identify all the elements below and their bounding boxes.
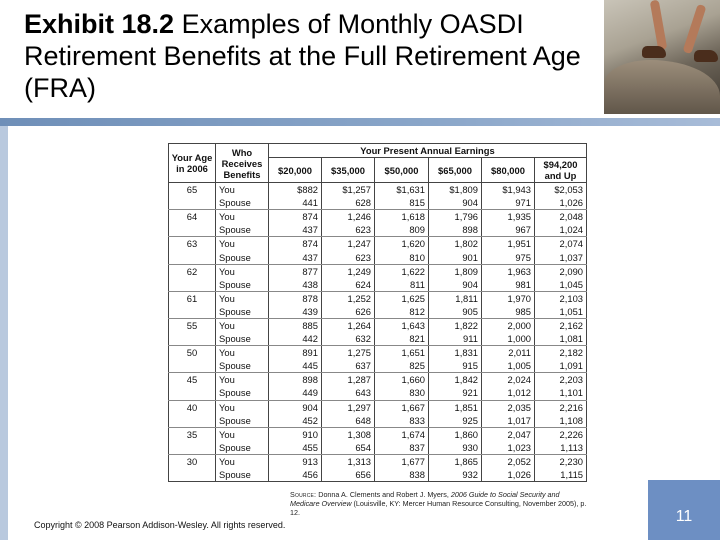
table-row: [169, 264, 587, 278]
benefit-cell: 810: [375, 250, 429, 264]
benefit-cell: 1,051: [535, 305, 587, 319]
benefit-cell: 1,842: [429, 373, 482, 387]
benefit-cell: $882: [269, 183, 322, 197]
table-body: [169, 183, 587, 482]
source-rest: (Louisville, KY: Mercer Human Resource Consulting, November 2005), p. 12.: [290, 499, 587, 517]
benefit-cell: 1,264: [322, 318, 375, 332]
benefit-cell: 985: [482, 305, 535, 319]
benefit-cell: 874: [269, 210, 322, 224]
hiker-photo: [604, 0, 720, 114]
benefit-cell: 1,618: [375, 210, 429, 224]
benefit-cell: 1,017: [482, 414, 535, 428]
age-cell: [169, 441, 216, 455]
source-note: [290, 490, 590, 517]
benefit-cell: 2,052: [482, 454, 535, 468]
benefit-cell: 981: [482, 278, 535, 292]
benefit-cell: 878: [269, 291, 322, 305]
benefit-cell: 1,252: [322, 291, 375, 305]
benefit-cell: 438: [269, 278, 322, 292]
benefit-cell: 1,026: [535, 196, 587, 210]
age-cell: 50: [169, 346, 216, 360]
table-row: [169, 278, 587, 292]
table-row: [169, 305, 587, 319]
slide-number: 11: [675, 508, 693, 525]
benefit-cell: 812: [375, 305, 429, 319]
benefit-cell: 891: [269, 346, 322, 360]
benefit-cell: 930: [429, 441, 482, 455]
benefit-cell: $1,257: [322, 183, 375, 197]
table-row: [169, 373, 587, 387]
table-row: [169, 414, 587, 428]
benefit-cell: 2,011: [482, 346, 535, 360]
benefit-cell: 1,951: [482, 237, 535, 251]
benefit-cell: 877: [269, 264, 322, 278]
benefit-cell: 2,048: [535, 210, 587, 224]
benefit-cell: 1,796: [429, 210, 482, 224]
header-earnings-group: Your Present Annual Earnings: [269, 144, 587, 158]
recipient-cell: Spouse: [216, 414, 269, 428]
benefit-cell: 439: [269, 305, 322, 319]
recipient-cell: Spouse: [216, 441, 269, 455]
recipient-cell: Spouse: [216, 250, 269, 264]
benefit-cell: 1,113: [535, 441, 587, 455]
shoe-shape: [642, 46, 666, 58]
recipient-cell: You: [216, 210, 269, 224]
benefit-cell: 1,970: [482, 291, 535, 305]
table-row: [169, 318, 587, 332]
benefit-cell: 911: [429, 332, 482, 346]
benefit-cell: 2,182: [535, 346, 587, 360]
age-cell: 61: [169, 291, 216, 305]
benefit-cell: 452: [269, 414, 322, 428]
table-row: [169, 332, 587, 346]
header-earnings-col: $80,000: [482, 158, 535, 183]
recipient-cell: Spouse: [216, 386, 269, 400]
recipient-cell: Spouse: [216, 278, 269, 292]
table-row: [169, 359, 587, 373]
age-cell: [169, 196, 216, 210]
benefit-cell: 628: [322, 196, 375, 210]
benefit-cell: 626: [322, 305, 375, 319]
benefit-cell: 1,802: [429, 237, 482, 251]
benefit-cell: 1,622: [375, 264, 429, 278]
benefit-cell: 1,108: [535, 414, 587, 428]
benefit-cell: $2,053: [535, 183, 587, 197]
recipient-cell: Spouse: [216, 196, 269, 210]
benefit-cell: 1,831: [429, 346, 482, 360]
benefit-cell: 1,677: [375, 454, 429, 468]
benefit-cell: 1,625: [375, 291, 429, 305]
benefit-cell: 1,851: [429, 400, 482, 414]
benefit-cell: 1,935: [482, 210, 535, 224]
benefit-cell: 1,620: [375, 237, 429, 251]
benefit-cell: 905: [429, 305, 482, 319]
header-who: Who Receives Benefits: [216, 144, 269, 183]
left-accent-bar: [0, 126, 8, 540]
recipient-cell: You: [216, 346, 269, 360]
source-book: 2006 Guide to Social Security and Medicare Overview: [290, 490, 560, 508]
benefit-cell: 1,651: [375, 346, 429, 360]
benefit-cell: 442: [269, 332, 322, 346]
table-row: [169, 291, 587, 305]
table-row: [169, 250, 587, 264]
benefit-cell: 456: [269, 468, 322, 482]
benefit-cell: 455: [269, 441, 322, 455]
shoe-shape: [694, 50, 718, 62]
recipient-cell: You: [216, 237, 269, 251]
table-row: [169, 237, 587, 251]
table-row: [169, 454, 587, 468]
benefit-cell: 910: [269, 427, 322, 441]
benefit-cell: 1,667: [375, 400, 429, 414]
age-cell: [169, 386, 216, 400]
age-cell: [169, 468, 216, 482]
benefit-cell: 971: [482, 196, 535, 210]
benefit-cell: $1,943: [482, 183, 535, 197]
table-row: [169, 346, 587, 360]
benefit-cell: 904: [269, 400, 322, 414]
benefit-cell: 811: [375, 278, 429, 292]
benefit-cell: 825: [375, 359, 429, 373]
benefit-cell: 449: [269, 386, 322, 400]
benefit-cell: 821: [375, 332, 429, 346]
table-row: [169, 427, 587, 441]
benefit-cell: 2,162: [535, 318, 587, 332]
benefit-cell: 967: [482, 223, 535, 237]
benefit-cell: 904: [429, 196, 482, 210]
benefit-cell: 1,674: [375, 427, 429, 441]
recipient-cell: You: [216, 183, 269, 197]
benefit-cell: 632: [322, 332, 375, 346]
recipient-cell: You: [216, 264, 269, 278]
header-age: Your Age in 2006: [169, 144, 216, 183]
benefit-cell: 2,090: [535, 264, 587, 278]
age-cell: [169, 414, 216, 428]
header-earnings-col: $65,000: [429, 158, 482, 183]
age-cell: 30: [169, 454, 216, 468]
benefit-cell: 656: [322, 468, 375, 482]
table-row: [169, 223, 587, 237]
benefit-cell: 441: [269, 196, 322, 210]
benefit-cell: 1,660: [375, 373, 429, 387]
age-cell: 55: [169, 318, 216, 332]
age-cell: [169, 278, 216, 292]
slide-title: [24, 8, 599, 104]
benefit-cell: 2,074: [535, 237, 587, 251]
benefit-cell: 815: [375, 196, 429, 210]
benefit-cell: 1,275: [322, 346, 375, 360]
leg-shape: [650, 0, 668, 50]
benefit-cell: 2,103: [535, 291, 587, 305]
benefit-cell: 1,313: [322, 454, 375, 468]
benefit-cell: 1,026: [482, 468, 535, 482]
recipient-cell: Spouse: [216, 332, 269, 346]
recipient-cell: You: [216, 291, 269, 305]
age-cell: [169, 359, 216, 373]
benefit-cell: 1,000: [482, 332, 535, 346]
table-row: [169, 183, 587, 197]
recipient-cell: You: [216, 454, 269, 468]
benefit-cell: 913: [269, 454, 322, 468]
benefit-cell: 1,101: [535, 386, 587, 400]
benefit-cell: 2,024: [482, 373, 535, 387]
age-cell: 45: [169, 373, 216, 387]
benefit-cell: 1,822: [429, 318, 482, 332]
benefit-cell: 637: [322, 359, 375, 373]
benefit-cell: 1,024: [535, 223, 587, 237]
benefit-cell: 2,000: [482, 318, 535, 332]
benefit-cell: 643: [322, 386, 375, 400]
benefit-cell: $1,631: [375, 183, 429, 197]
age-cell: [169, 223, 216, 237]
table-row: [169, 468, 587, 482]
benefit-cell: 437: [269, 223, 322, 237]
benefit-cell: 925: [429, 414, 482, 428]
benefit-cell: 915: [429, 359, 482, 373]
benefit-cell: 885: [269, 318, 322, 332]
benefit-cell: 1,247: [322, 237, 375, 251]
benefit-cell: 1,023: [482, 441, 535, 455]
age-cell: 65: [169, 183, 216, 197]
header-earnings-col: $50,000: [375, 158, 429, 183]
benefit-cell: 624: [322, 278, 375, 292]
benefit-cell: 1,811: [429, 291, 482, 305]
age-cell: 62: [169, 264, 216, 278]
benefits-table: [168, 143, 587, 482]
age-cell: 63: [169, 237, 216, 251]
benefit-cell: 1,246: [322, 210, 375, 224]
benefit-cell: 975: [482, 250, 535, 264]
benefit-cell: 1,005: [482, 359, 535, 373]
recipient-cell: Spouse: [216, 468, 269, 482]
slide-number-box: [648, 480, 720, 540]
benefit-cell: 1,643: [375, 318, 429, 332]
recipient-cell: You: [216, 400, 269, 414]
benefit-cell: 445: [269, 359, 322, 373]
age-cell: 35: [169, 427, 216, 441]
source-label: Source:: [290, 490, 317, 499]
benefit-cell: 1,963: [482, 264, 535, 278]
title-text: Examples of Monthly OASDI Retirement Benefits at the Full Retirement Age (FRA): [24, 9, 581, 103]
age-cell: 64: [169, 210, 216, 224]
benefit-cell: 1,115: [535, 468, 587, 482]
exhibit-number: Exhibit 18.2: [24, 9, 175, 39]
benefit-cell: 1,809: [429, 264, 482, 278]
benefit-cell: 2,035: [482, 400, 535, 414]
benefit-cell: 648: [322, 414, 375, 428]
header-accent-bar: [0, 118, 720, 126]
recipient-cell: You: [216, 318, 269, 332]
benefit-cell: $1,809: [429, 183, 482, 197]
benefit-cell: 2,226: [535, 427, 587, 441]
benefit-cell: 1,081: [535, 332, 587, 346]
benefit-cell: 837: [375, 441, 429, 455]
age-cell: [169, 305, 216, 319]
benefit-cell: 437: [269, 250, 322, 264]
benefit-cell: 623: [322, 223, 375, 237]
recipient-cell: You: [216, 373, 269, 387]
benefit-cell: 1,091: [535, 359, 587, 373]
benefit-cell: 904: [429, 278, 482, 292]
benefit-cell: 1,045: [535, 278, 587, 292]
benefit-cell: 1,860: [429, 427, 482, 441]
benefit-cell: 623: [322, 250, 375, 264]
header-earnings-col: $94,200 and Up: [535, 158, 587, 183]
benefit-cell: 830: [375, 386, 429, 400]
benefit-cell: 654: [322, 441, 375, 455]
benefit-cell: 901: [429, 250, 482, 264]
benefit-cell: 898: [429, 223, 482, 237]
leg-shape: [682, 4, 706, 54]
table-row: [169, 386, 587, 400]
age-cell: [169, 250, 216, 264]
recipient-cell: Spouse: [216, 305, 269, 319]
table-row: [169, 400, 587, 414]
header-earnings-col: $35,000: [322, 158, 375, 183]
source-authors: Donna A. Clements and Robert J. Myers,: [316, 490, 451, 499]
benefit-cell: 1,865: [429, 454, 482, 468]
benefit-cell: 833: [375, 414, 429, 428]
benefit-cell: 932: [429, 468, 482, 482]
benefit-cell: 2,230: [535, 454, 587, 468]
recipient-cell: You: [216, 427, 269, 441]
benefit-cell: 2,203: [535, 373, 587, 387]
benefit-cell: 1,249: [322, 264, 375, 278]
benefits-table-container: [168, 143, 586, 482]
benefit-cell: 1,012: [482, 386, 535, 400]
benefit-cell: 874: [269, 237, 322, 251]
benefit-cell: 1,297: [322, 400, 375, 414]
benefit-cell: 1,037: [535, 250, 587, 264]
benefit-cell: 809: [375, 223, 429, 237]
benefit-cell: 921: [429, 386, 482, 400]
rock-shape: [604, 60, 720, 114]
age-cell: [169, 332, 216, 346]
benefit-cell: 2,216: [535, 400, 587, 414]
recipient-cell: Spouse: [216, 223, 269, 237]
benefit-cell: 1,308: [322, 427, 375, 441]
benefit-cell: 898: [269, 373, 322, 387]
header-earnings-col: $20,000: [269, 158, 322, 183]
benefit-cell: 838: [375, 468, 429, 482]
table-row: [169, 441, 587, 455]
age-cell: 40: [169, 400, 216, 414]
benefit-cell: 1,287: [322, 373, 375, 387]
table-row: [169, 196, 587, 210]
benefit-cell: 2,047: [482, 427, 535, 441]
table-row: [169, 210, 587, 224]
copyright-notice: Copyright © 2008 Pearson Addison-Wesley. All rights reserved.: [34, 520, 286, 530]
recipient-cell: Spouse: [216, 359, 269, 373]
